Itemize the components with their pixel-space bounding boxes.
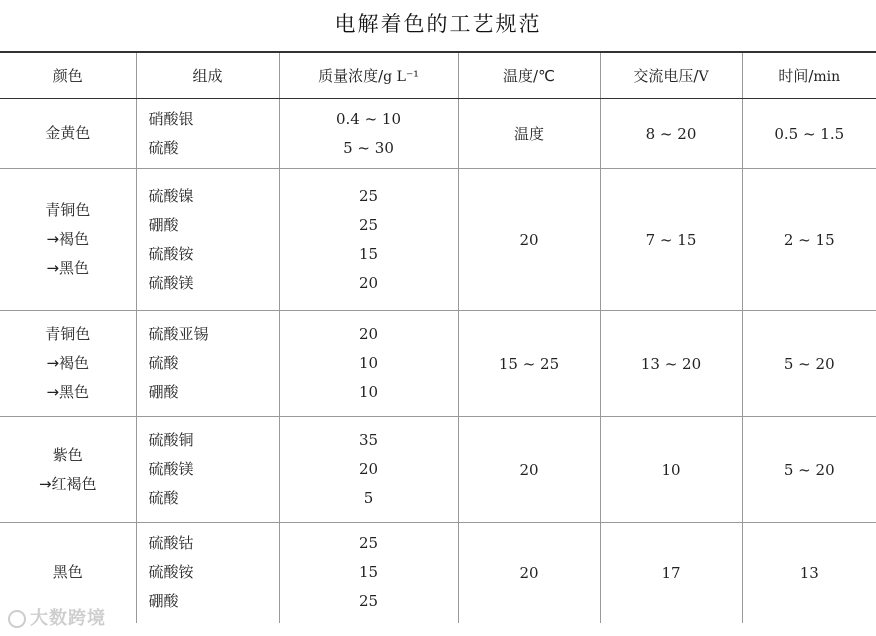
cell-composition-line: 硼酸: [148, 215, 179, 234]
cell-composition-line: 硼酸: [148, 383, 179, 401]
cell-composition-line: 硫酸镍: [148, 186, 194, 205]
cell-color: [0, 169, 136, 311]
cell-temperature: 20: [458, 169, 600, 311]
cell-composition-line: 硼酸: [148, 592, 179, 611]
cell-composition-line: 硫酸: [148, 489, 179, 507]
header-time-unit: min: [813, 69, 841, 85]
cell-temperature: 温度: [458, 99, 600, 169]
header-temperature-label: 温度/: [503, 67, 539, 85]
header-time-label: 时间/: [778, 67, 814, 85]
cell-color-line: 青铜色: [45, 201, 91, 219]
cell-concentration: [279, 311, 458, 417]
header-composition: 组成: [136, 52, 279, 99]
cell-color-line: 紫色: [52, 445, 83, 464]
cell-concentration-line: 25: [358, 186, 379, 205]
table-header-row: [0, 52, 876, 99]
cell-composition: [136, 523, 279, 623]
cell-composition-line: 硫酸亚锡: [148, 325, 209, 343]
cell-color: [0, 311, 136, 417]
cell-concentration: [279, 169, 458, 311]
cell-concentration-line: 25: [358, 215, 379, 234]
cell-concentration: [279, 523, 458, 623]
cell-concentration-line: 20: [358, 273, 379, 292]
watermark: [8, 604, 106, 630]
cell-composition: [136, 99, 279, 169]
cell-time: 13: [742, 523, 876, 623]
cell-concentration-line: 20: [358, 325, 379, 343]
header-voltage-label: 交流电压/: [633, 67, 699, 85]
cell-time: 0.5 ~ 1.5: [742, 99, 876, 169]
cell-temperature: 20: [458, 523, 600, 623]
cell-composition-line: 硫酸钴: [148, 534, 194, 553]
cell-temperature: 20: [458, 417, 600, 523]
cell-color-line: 青铜色: [45, 325, 91, 343]
cell-color-line: →褐色: [46, 230, 90, 248]
header-voltage: [600, 52, 742, 99]
cell-color-line: →黑色: [46, 259, 90, 277]
cell-concentration-line: 5: [363, 489, 374, 507]
cell-concentration-line: 0.4 ~ 10: [335, 109, 402, 128]
cell-time: 5 ~ 20: [742, 417, 876, 523]
header-voltage-unit: V: [698, 69, 709, 85]
cell-voltage: 13 ~ 20: [600, 311, 742, 417]
watermark-text: 大数跨境: [30, 608, 106, 629]
page-title: 电解着色的工艺规范: [334, 12, 542, 36]
cell-concentration: [279, 417, 458, 523]
cell-concentration: [279, 99, 458, 169]
cell-time: 5 ~ 20: [742, 311, 876, 417]
cell-time: 2 ~ 15: [742, 169, 876, 311]
cell-color: [0, 417, 136, 523]
header-concentration-label: 质量浓度/: [318, 67, 384, 85]
cell-concentration-line: 10: [358, 354, 379, 372]
cell-concentration-line: 15: [358, 244, 379, 263]
cell-composition-line: 硫酸镁: [148, 273, 194, 292]
cell-composition: [136, 311, 279, 417]
table-row: [0, 311, 876, 417]
table-row: [0, 523, 876, 623]
cell-concentration-line: 20: [358, 460, 379, 478]
cell-composition-line: 硝酸银: [148, 109, 194, 128]
cell-composition: [136, 417, 279, 523]
header-color: 颜色: [0, 52, 136, 99]
header-time: [742, 52, 876, 99]
cell-composition-line: 硫酸铜: [148, 431, 194, 449]
cell-color-line: 黑色: [52, 563, 83, 582]
cell-composition-line: 硫酸铵: [148, 563, 194, 582]
table-row: [0, 417, 876, 523]
cell-concentration-line: 10: [358, 383, 379, 401]
cell-voltage: 7 ~ 15: [600, 169, 742, 311]
table-row: [0, 99, 876, 169]
header-temperature-unit: ℃: [538, 67, 555, 85]
cell-temperature: 15 ~ 25: [458, 311, 600, 417]
cell-voltage: 8 ~ 20: [600, 99, 742, 169]
cell-color: [0, 99, 136, 169]
cell-concentration-line: 15: [358, 563, 379, 582]
cell-concentration-line: 5 ~ 30: [343, 138, 394, 157]
cell-color-line: 金黄色: [45, 124, 91, 142]
header-concentration-unit: g L⁻¹: [383, 69, 419, 85]
cell-concentration-line: 35: [358, 431, 379, 449]
cell-voltage: 10: [600, 417, 742, 523]
cell-voltage: 17: [600, 523, 742, 623]
cell-color-line: →红褐色: [38, 474, 97, 493]
cell-concentration-line: 25: [358, 592, 379, 611]
cell-composition-line: 硫酸: [148, 354, 179, 372]
header-concentration: [279, 52, 458, 99]
cell-composition-line: 硫酸镁: [148, 460, 194, 478]
cell-composition-line: 硫酸铵: [148, 244, 194, 263]
table-row: [0, 169, 876, 311]
cell-composition: [136, 169, 279, 311]
watermark-logo-icon: [8, 610, 26, 628]
process-table: [0, 51, 876, 623]
cell-color-line: →黑色: [46, 383, 90, 401]
table-body: [0, 99, 876, 623]
cell-concentration-line: 25: [358, 534, 379, 553]
header-temperature: [458, 52, 600, 99]
cell-composition-line: 硫酸: [148, 138, 179, 157]
cell-color-line: →褐色: [46, 354, 90, 372]
